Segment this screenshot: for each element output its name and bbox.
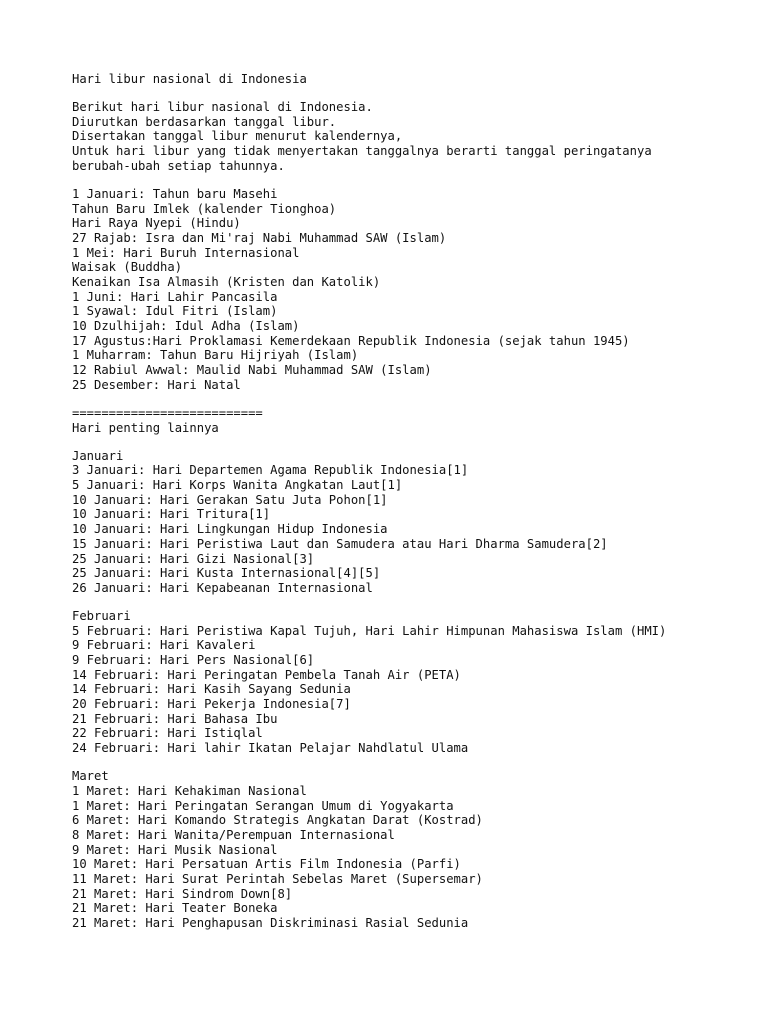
list-item: 8 Maret: Hari Wanita/Perempuan Internasional — [72, 827, 395, 842]
list-item: 21 Februari: Hari Bahasa Ibu — [72, 711, 278, 726]
list-item: 9 Februari: Hari Pers Nasional[6] — [72, 653, 315, 668]
list-item: 21 Maret: Hari Teater Boneka — [72, 901, 278, 916]
intro-line: Berikut hari libur nasional di Indonesia. — [72, 100, 373, 115]
list-item: 10 Januari: Hari Tritura[1] — [72, 507, 271, 522]
blank-line — [72, 756, 732, 769]
list-item: 17 Agustus:Hari Proklamasi Kemerdekaan Republik Indonesia (sejak tahun 1945) — [72, 333, 630, 348]
list-item: Waisak (Buddha) — [72, 260, 183, 275]
month-heading: Maret — [72, 769, 109, 784]
list-item: 25 Januari: Hari Kusta Internasional[4][5] — [72, 566, 381, 581]
month-section-maret — [72, 769, 732, 931]
month-section-januari — [72, 449, 732, 596]
month-heading: Februari — [72, 608, 131, 623]
list-item: 24 Februari: Hari lahir Ikatan Pelajar Nahdlatul Ulama — [72, 741, 469, 756]
list-item: Tahun Baru Imlek (kalender Tionghoa) — [72, 201, 337, 216]
blank-line — [72, 435, 732, 448]
section-heading: Hari penting lainnya — [72, 420, 219, 435]
list-item: 5 Januari: Hari Korps Wanita Angkatan Laut[1] — [72, 478, 403, 493]
document-page — [72, 72, 732, 931]
list-item: 9 Maret: Hari Musik Nasional — [72, 842, 278, 857]
intro-line: berubah-ubah setiap tahunnya. — [72, 158, 285, 173]
list-item: 21 Maret: Hari Penghapusan Diskriminasi Rasial Sedunia — [72, 916, 469, 931]
list-item: 15 Januari: Hari Peristiwa Laut dan Samudera atau Hari Dharma Samudera[2] — [72, 536, 608, 551]
intro-line: Disertakan tanggal libur menurut kalendernya, — [72, 129, 403, 144]
list-item: 5 Februari: Hari Peristiwa Kapal Tujuh, Hari Lahir Himpunan Mahasiswa Islam (HMI) — [72, 623, 667, 638]
document-title: Hari libur nasional di Indonesia — [72, 72, 307, 86]
list-item: 22 Februari: Hari Istiqlal — [72, 726, 263, 741]
intro-line: Diurutkan berdasarkan tanggal libur. — [72, 114, 337, 129]
intro-line: Untuk hari libur yang tidak menyertakan tanggalnya berarti tanggal peringatanya — [72, 144, 652, 159]
list-item: 1 Mei: Hari Buruh Internasional — [72, 245, 300, 260]
list-item: 10 Januari: Hari Gerakan Satu Juta Pohon[1] — [72, 492, 388, 507]
list-item: 14 Februari: Hari Kasih Sayang Sedunia — [72, 682, 351, 697]
list-item: 1 Maret: Hari Kehakiman Nasional — [72, 783, 307, 798]
list-item: 26 Januari: Hari Kepabeanan Internasional — [72, 580, 373, 595]
list-item: 21 Maret: Hari Sindrom Down[8] — [72, 886, 293, 901]
list-item: Hari Raya Nyepi (Hindu) — [72, 216, 241, 231]
list-item: 14 Februari: Hari Peringatan Pembela Tanah Air (PETA) — [72, 667, 461, 682]
blank-line — [72, 596, 732, 609]
blank-line — [72, 87, 732, 100]
list-item: 1 Syawal: Idul Fitri (Islam) — [72, 304, 278, 319]
list-item: 25 Desember: Hari Natal — [72, 377, 241, 392]
list-item: 10 Dzulhijah: Idul Adha (Islam) — [72, 319, 300, 334]
separator-line: ========================== — [72, 405, 263, 420]
list-item: 20 Februari: Hari Pekerja Indonesia[7] — [72, 697, 351, 712]
list-item: 25 Januari: Hari Gizi Nasional[3] — [72, 551, 315, 566]
list-item: 11 Maret: Hari Surat Perintah Sebelas Maret (Supersemar) — [72, 872, 483, 887]
list-item: 10 Januari: Hari Lingkungan Hidup Indonesia — [72, 522, 388, 537]
intro-paragraph — [72, 100, 732, 173]
list-item: 3 Januari: Hari Departemen Agama Republik Indonesia[1] — [72, 463, 469, 478]
list-item: Kenaikan Isa Almasih (Kristen dan Katolik) — [72, 275, 381, 290]
month-heading: Januari — [72, 448, 124, 463]
list-item: 1 Maret: Hari Peringatan Serangan Umum di Yogyakarta — [72, 798, 454, 813]
list-item: 1 Juni: Hari Lahir Pancasila — [72, 289, 278, 304]
list-item: 6 Maret: Hari Komando Strategis Angkatan Darat (Kostrad) — [72, 813, 483, 828]
list-item: 12 Rabiul Awwal: Maulid Nabi Muhammad SAW (Islam) — [72, 363, 432, 378]
list-item: 1 Muharram: Tahun Baru Hijriyah (Islam) — [72, 348, 359, 363]
list-item: 1 Januari: Tahun baru Masehi — [72, 186, 278, 201]
list-item: 10 Maret: Hari Persatuan Artis Film Indonesia (Parfi) — [72, 857, 461, 872]
national-holiday-list — [72, 187, 732, 393]
blank-line — [72, 393, 732, 406]
list-item: 9 Februari: Hari Kavaleri — [72, 638, 256, 653]
blank-line — [72, 174, 732, 187]
list-item: 27 Rajab: Isra dan Mi'raj Nabi Muhammad SAW (Islam) — [72, 230, 447, 245]
month-section-februari — [72, 609, 732, 756]
